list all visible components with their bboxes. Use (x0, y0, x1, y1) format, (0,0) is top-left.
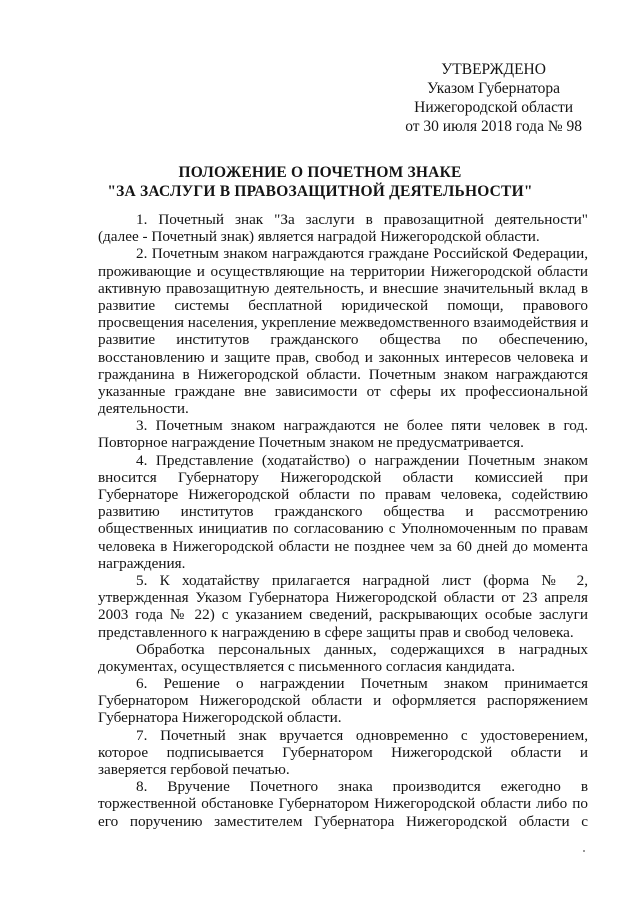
text-line: документах, осуществляется с письменного согласия кандидата. (98, 657, 516, 675)
text-line: деятельности. (98, 400, 189, 418)
text-line: человека в Нижегородской области не позднее чем за 60 дней до момента (98, 537, 588, 555)
text-line: его поручению заместителем Губернатора Нижегородской области с (98, 812, 588, 830)
text-line: 5. К ходатайству прилагается наградной лист (форма № 2, (136, 571, 588, 589)
text-line: 7. Почетный знак вручается одновременно с удостоверением, (136, 726, 588, 744)
text-line: которое подписывается Губернатором Нижегородской области и (98, 743, 588, 761)
text-line: развитие системы бесплатной юридической помощи, правового (98, 296, 588, 314)
text-line: 2003 года № 22) с указанием сведений, раскрывающих особые заслуги (98, 606, 588, 624)
text-line: активную правозащитную деятельность, и внесшие значительный вклад в (98, 279, 588, 297)
title-line-1: ПОЛОЖЕНИЕ О ПОЧЕТНОМ ЗНАКЕ (178, 164, 462, 181)
text-line: 8. Вручение Почетного знака производится ежегодно в (136, 778, 588, 796)
text-line: заверяется гербовой печатью. (98, 761, 290, 778)
approval-region: Нижегородской области (414, 99, 574, 116)
text-line: проживающие и осуществляющие на территории Нижегородской области (98, 262, 588, 280)
title-line-2: "ЗА ЗАСЛУГИ В ПРАВОЗАЩИТНОЙ ДЕЯТЕЛЬНОСТИ" (107, 183, 533, 200)
text-line: указанные граждане вне зависимости от сферы их профессиональной (98, 382, 588, 400)
text-line: развитию институтов гражданского общества и рассмотрению (98, 503, 588, 521)
text-line: 3. Почетным знаком награждаются не более пяти человек в год. (136, 417, 588, 435)
approval-date: от 30 июля 2018 года № 98 (405, 118, 582, 135)
text-line: вносится Губернатору Нижегородской области комиссией при (98, 468, 588, 486)
paragraph-6 (98, 675, 588, 727)
paragraph-2 (98, 245, 588, 417)
text-line: просвещения населения, укрепление межведомственного взаимодействия и (98, 314, 589, 332)
document-body (98, 211, 588, 830)
text-line: Губернатора Нижегородской области. (98, 709, 342, 727)
paragraph-3 (98, 417, 588, 451)
text-line: развитие институтов гражданского общества по обеспечению, (98, 331, 588, 349)
text-line: Губернаторе Нижегородской области по правам человека, содействию (98, 486, 588, 503)
paragraph-4 (98, 452, 588, 572)
text-line: Губернатором Нижегородской области и оформляется распоряжением (98, 692, 588, 710)
approval-heading: УТВЕРЖДЕНО (441, 61, 546, 78)
text-line: 2. Почетным знаком награждаются граждане Российской Федерации, (136, 245, 588, 263)
document-title (0, 163, 640, 201)
text-line: награждения. (98, 554, 186, 572)
paragraph-5 (98, 572, 588, 641)
text-line: 6. Решение о награждении Почетным знаком принимается (136, 675, 588, 693)
text-line: (далее - Почетный знак) является наградой Нижегородской области. (98, 228, 540, 246)
text-line: торжественной обстановке Губернатором Нижегородской области либо по (98, 795, 588, 813)
text-line: гражданина в Нижегородской области. Почетным знаком награждаются (98, 365, 588, 383)
approval-authority: Указом Губернатора (427, 80, 561, 97)
paragraph-8 (98, 778, 588, 830)
text-line: Повторное награждение Почетным знаком не предусматривается. (98, 434, 524, 452)
text-line: утвержденная Указом Губернатора Нижегородской области от 23 апреля (98, 589, 588, 607)
paragraph-1 (98, 211, 588, 245)
text-line: 4. Представление (ходатайство) о награждении Почетным знаком (136, 451, 588, 469)
text-line: 1. Почетный знак "За заслуги в правозащитной деятельности" (136, 211, 588, 228)
paragraph-5-data-processing (98, 641, 588, 675)
text-line: представленного к награждению в сфере защиты прав и свобод человека. (98, 623, 574, 641)
approval-stamp (405, 60, 582, 136)
text-line: восстановлению и защите прав, свобод и законных интересов человека и (98, 348, 588, 366)
text-line: Обработка персональных данных, содержащихся в наградных (136, 640, 588, 658)
scan-speck (583, 850, 585, 852)
paragraph-7 (98, 727, 588, 779)
text-line: общественных инициатив по согласованию с Уполномоченным по правам (98, 520, 588, 538)
